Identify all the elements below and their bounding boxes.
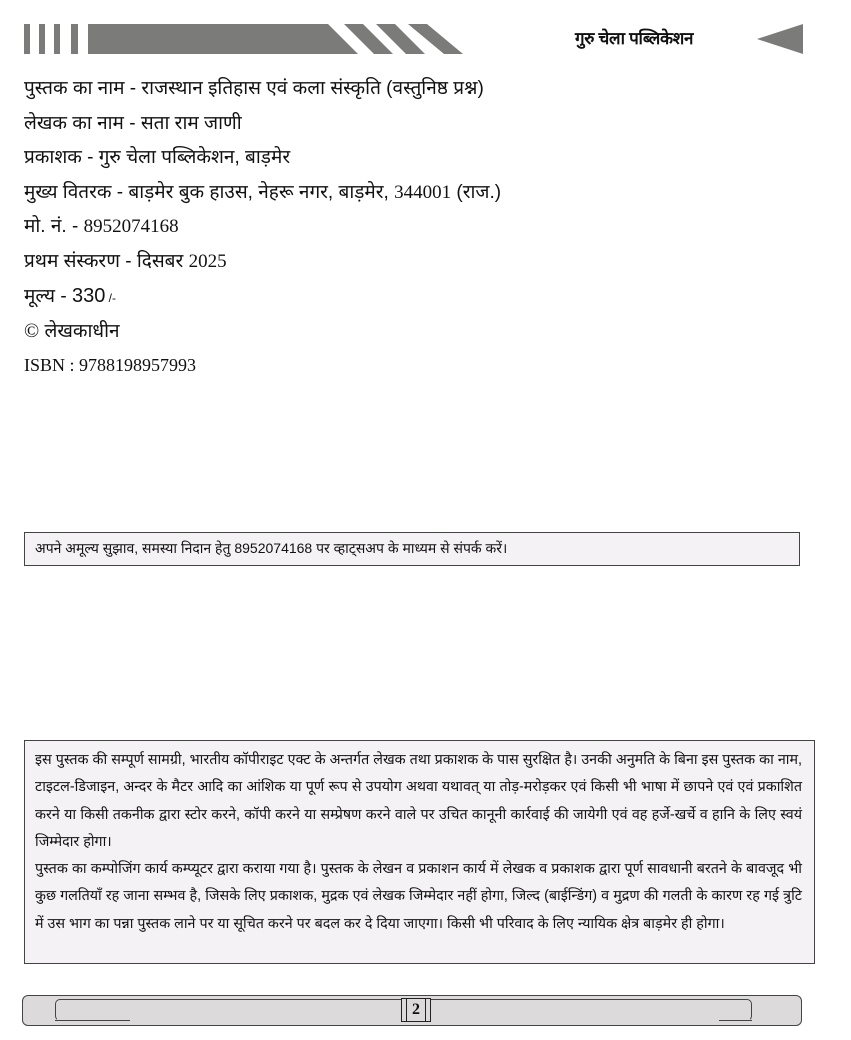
distributor-address: बाड़मेर बुक हाउस, नेहरू नगर, बाड़मेर, [128, 181, 395, 203]
author-label: लेखक का नाम - [24, 112, 141, 134]
mobile-number: 8952074168 [83, 216, 179, 237]
book-name: राजस्थान इतिहास एवं कला संस्कृति (वस्तुनिष्ठ प्रश्न) [141, 78, 484, 99]
header-bar-graphic [88, 24, 478, 54]
pincode: 344001 [394, 181, 452, 203]
author-name: सता राम जाणी [140, 112, 242, 134]
edition-line [24, 247, 501, 282]
page-number-box [401, 998, 431, 1022]
price-line [24, 281, 501, 316]
isbn-line: ISBN : 9788198957993 [24, 355, 197, 375]
publisher-line [24, 143, 501, 178]
arrow-left-icon [757, 24, 803, 54]
copyright-icon: © [24, 319, 40, 342]
author-line [24, 109, 501, 144]
copyright-paragraph-1: इस पुस्तक की सम्पूर्ण सामग्री, भारतीय कॉपीराइट एक्ट के अन्तर्गत लेखक तथा प्रकाशक के पास सुरक्षित है। उनकी अनुमति के बिना इस पुस्तक का नाम, टाइटल-डिजाइन, अन्दर के मैटर आदि का आंशिक या पूर्ण रूप से उपयोग अथवा यथावत् या तोड़-मरोड़कर एवं किसी भी भाषा में छापने एवं एवं प्रकाशित करने या किसी तकनीक द्वारा स्टोर करने, कॉपी करने या सम्प्रेषण करने वाले पर उचित कानूनी कार्रवाई की जायेगी एवं वह हर्जे-खर्चे व हानि के लिए स्वयं जिम्मेदार होगा। [35, 752, 802, 850]
book-info [24, 74, 501, 385]
contact-notice-box [24, 532, 800, 566]
header-stripe-4 [71, 24, 78, 54]
copyright-line [24, 316, 501, 351]
footer-line-right [719, 1020, 752, 1021]
publisher-header-title: गुरु चेला पब्लिकेशन [575, 29, 694, 48]
distributor-line [24, 178, 501, 213]
price-value: 330 [71, 285, 106, 307]
header-stripe-3 [54, 24, 60, 54]
header-stripe-2 [39, 24, 45, 54]
mobile-label: मो. नं. - [24, 216, 84, 237]
page-footer [22, 995, 802, 1026]
book-name-line [24, 74, 501, 109]
contact-notice-text: अपने अमूल्य सुझाव, समस्या निदान हेतु 8952074168 पर व्हाट्सअप के माध्यम से संपर्क करें। [35, 540, 508, 556]
publisher-label: प्रकाशक - [24, 147, 99, 168]
edition-year: 2025 [188, 250, 227, 272]
price-suffix: /- [105, 291, 116, 305]
footer-line-left [55, 1020, 130, 1021]
distributor-label: मुख्य वितरक - [24, 181, 129, 203]
book-name-label: पुस्तक का नाम - [24, 78, 142, 99]
edition-label: प्रथम संस्करण - दिसबर [24, 250, 189, 272]
publisher-name: गुरु चेला पब्लिकेशन, बाड़मेर [98, 147, 291, 168]
copyright-paragraph-2: पुस्तक का कम्पोजिंग कार्य कम्प्यूटर द्वारा कराया गया है। पुस्तक के लेखन व प्रकाशन कार्य में लेखक व प्रकाशक द्वारा पूर्ण सावधानी बरतने के बावजूद भी कुछ गलतियाँ रह जाना सम्भव है, जिसके लिए प्रकाशक, मुद्रक एवं लेखक जिम्मेदार नहीं होगा, जिल्द (बाईन्डिंग) व मुद्रण की गलती के कारण रह गई त्रुटि में उस भाग का पन्ना पुस्तक लाने पर या सूचित करने पर बदल कर दे दिया जाएगा। किसी भी परिवाद के लिए न्यायिक क्षेत्र बाड़मेर ही होगा। [35, 861, 802, 932]
page-header [0, 0, 851, 70]
page-number: 2 [412, 1001, 420, 1018]
header-stripe-1 [24, 24, 30, 54]
copyright-holder: लेखकाधीन [39, 320, 120, 342]
copyright-notice-box [24, 740, 815, 964]
state: (राज.) [451, 181, 502, 203]
mobile-line [24, 212, 501, 247]
price-label: मूल्य - [24, 286, 72, 307]
